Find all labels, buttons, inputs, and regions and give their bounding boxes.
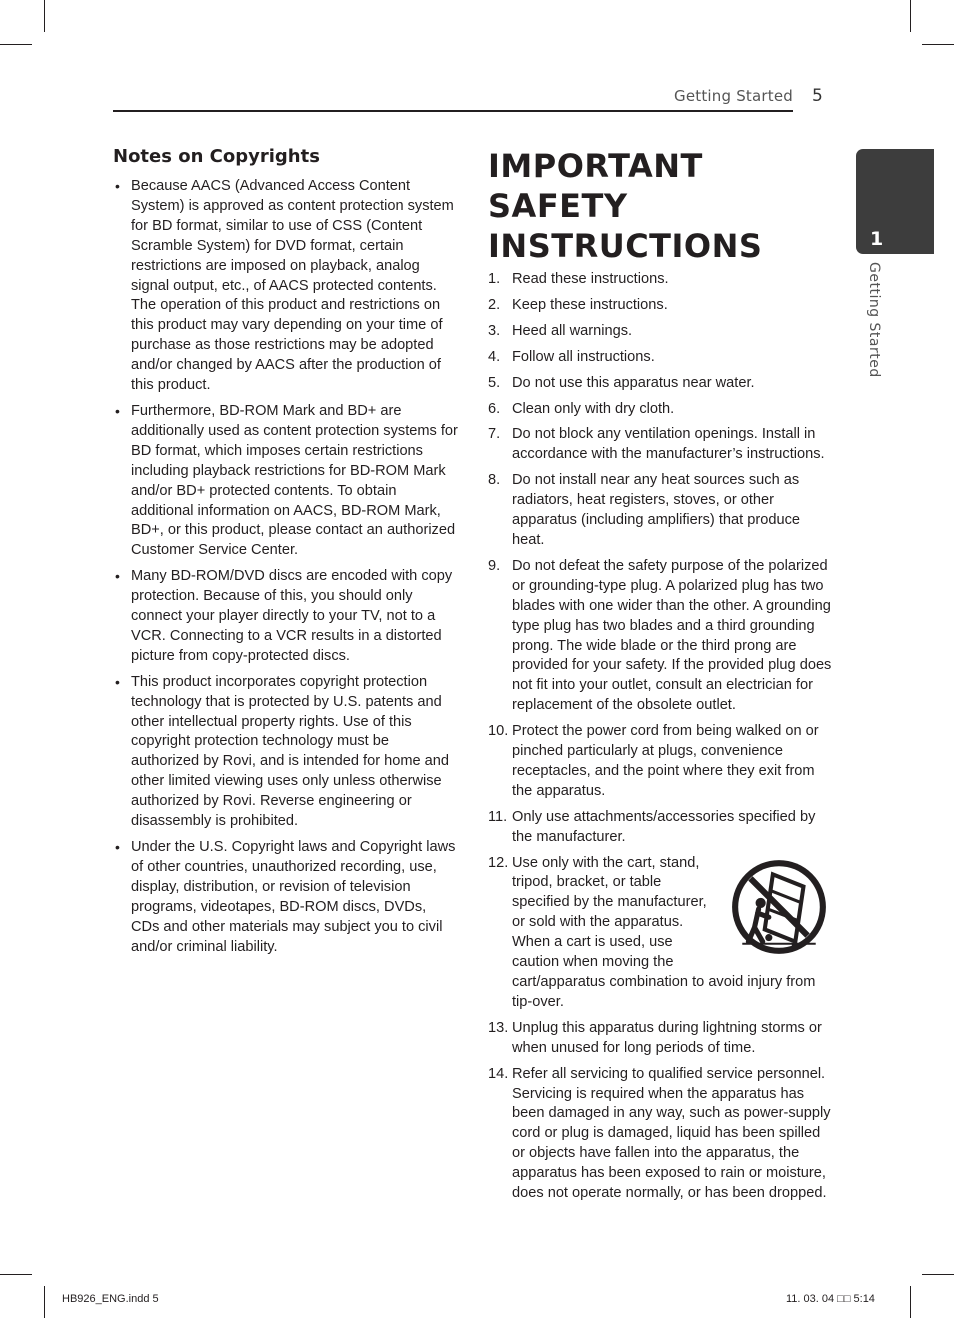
list-item-text: Unplug this apparatus during lightning storms or when unused for long periods of time. xyxy=(512,1019,822,1056)
list-item-text: Because AACS (Advanced Access Content System) is approved as content protection system for BD format, similar to use of CSS (Content Scramble System) for DVD format, certain restrictions are imposed on playback, analog signal output, etc., of AACS protected contents. The operation of this product and restrictions on this product may vary depending on your time of purchase as those restrictions may be adopted and/or changed by AACS after the production of this product. xyxy=(131,178,454,394)
list-item-text: Do not defeat the safety purpose of the polarized or grounding-type plug. A polarized plug has two blades with one wider than the other. A grounding type plug has two blades and a third grounding prong. The wide blade or the third prong are provided for your safety. If the provided plug does not fit into your outlet, consult an electrician for replacement of the obsolete outlet. xyxy=(512,557,832,714)
list-item-text: Follow all instructions. xyxy=(512,348,655,365)
list-item-text: Furthermore, BD-ROM Mark and BD+ are additionally used as content protection systems for BD format, which imposes certain restrictions including playback restrictions for BD-ROM Mark and/or BD+ protected contents. To obtain additional information on AACS, BD-ROM Mark, BD+, or this product, please contact an authorized Customer Service Center. xyxy=(131,402,458,559)
list-item-text: Do not install near any heat sources such as radiators, heat registers, stoves, or other apparatus (including amplifiers) that produce heat. xyxy=(512,472,800,548)
list-item xyxy=(113,177,458,396)
list-item xyxy=(113,567,458,667)
list-item xyxy=(488,557,832,716)
bullet-icon: • xyxy=(115,673,120,690)
crop-mark xyxy=(0,1274,32,1275)
bullet-icon: • xyxy=(115,568,120,585)
list-item xyxy=(488,471,832,551)
chapter-number: 1 xyxy=(870,228,884,250)
item-number: 1. xyxy=(488,271,501,287)
list-item xyxy=(488,270,832,290)
list-item xyxy=(488,1065,832,1204)
bullet-icon: • xyxy=(115,402,120,419)
copyright-list xyxy=(113,177,458,957)
item-number: 11. xyxy=(488,808,508,825)
list-item xyxy=(488,808,832,848)
list-item xyxy=(113,402,458,561)
chapter-tab xyxy=(856,149,934,254)
safety-instructions-section xyxy=(488,146,832,1210)
item-number: 6. xyxy=(488,400,501,417)
page-title: IMPORTANT SAFETY INSTRUCTIONS xyxy=(488,147,763,265)
item-number: 8. xyxy=(488,472,501,489)
chapter-side-label: Getting Started xyxy=(866,262,882,378)
list-item xyxy=(488,400,832,420)
item-number: 9. xyxy=(488,557,501,574)
item-number: 10. xyxy=(488,723,509,740)
crop-mark xyxy=(922,44,954,45)
list-item-text: Keep these instructions. xyxy=(512,296,668,313)
list-item-text: Read these instructions. xyxy=(512,271,669,287)
running-header-section: Getting Started xyxy=(674,87,793,105)
bullet-icon: • xyxy=(115,178,120,194)
crop-mark xyxy=(0,44,32,45)
print-slug-filename: HB926_ENG.indd 5 xyxy=(62,1293,159,1305)
list-item-text: Do not use this apparatus near water. xyxy=(512,374,755,391)
list-item xyxy=(113,673,458,832)
list-item-text: Heed all warnings. xyxy=(512,322,633,339)
crop-mark xyxy=(44,1286,45,1318)
list-item-text: Clean only with dry cloth. xyxy=(512,400,675,417)
list-item-text: Protect the power cord from being walked on or pinched particularly at plugs, convenience receptacles, and the point where they exit from the apparatus. xyxy=(512,723,819,799)
item-number: 5. xyxy=(488,374,501,391)
print-slug-timestamp: 11. 03. 04 □□ 5:14 xyxy=(786,1293,875,1305)
item-number: 14. xyxy=(488,1065,509,1082)
list-item xyxy=(488,348,832,368)
list-item-text: Many BD-ROM/DVD discs are encoded with copy protection. Because of this, you should only connect your player directly to your TV, not to a VCR. Connecting to a VCR results in a distorted picture from copy-protected discs. xyxy=(131,568,453,664)
crop-mark xyxy=(910,0,911,32)
section-heading: Notes on Copyrights xyxy=(113,146,320,167)
item-number: 2. xyxy=(488,296,501,313)
list-item xyxy=(488,425,832,465)
cart-tip-over-warning-icon xyxy=(728,856,830,958)
item-number: 12. xyxy=(488,854,509,871)
copyright-notes-section xyxy=(113,146,458,963)
item-number: 13. xyxy=(488,1019,509,1036)
crop-mark xyxy=(44,0,45,32)
list-item xyxy=(488,296,832,316)
list-item xyxy=(488,854,832,1013)
item-number: 4. xyxy=(488,348,501,365)
crop-mark xyxy=(922,1274,954,1275)
crop-mark xyxy=(910,1286,911,1318)
list-item-text: Refer all servicing to qualified service personnel. Servicing is required when the apparatus has been damaged in any way, such as power-supply cord or plug is damaged, liquid has been spilled or objects have fallen into the apparatus, the apparatus has been exposed to rain or moisture, does not operate normally, or has been dropped. xyxy=(512,1065,831,1202)
list-item-text: Do not block any ventilation openings. Install in accordance with the manufacturer’s instructions. xyxy=(512,426,825,463)
item-number: 7. xyxy=(488,426,501,443)
bullet-icon: • xyxy=(115,839,120,855)
page-number: 5 xyxy=(812,86,823,106)
item-number: 3. xyxy=(488,322,501,339)
list-item-text: This product incorporates copyright protection technology that is protected by U.S. patents and other intellectual property rights. Use of this copyright protection technology must be authorized by Rovi, and is intended for home and other limited viewing uses only unless otherwise authorized by Rovi. Reverse engineering or disassembly is prohibited. xyxy=(131,673,450,830)
list-item xyxy=(488,322,832,342)
safety-list xyxy=(488,270,832,1204)
list-item-text: Only use attachments/accessories specified by the manufacturer. xyxy=(512,808,816,845)
list-item xyxy=(488,1019,832,1059)
list-item xyxy=(488,374,832,394)
list-item-text: Under the U.S. Copyright laws and Copyright laws of other countries, unauthorized recording, use, display, distribution, or revision of television programs, videotapes, BD-ROM discs, DVDs, CDs and other materials may subject you to civil and/or criminal liability. xyxy=(131,839,456,955)
list-item-text: Use only with the cart, stand, tripod, bracket, or table specified by the manufacturer, or sold with the apparatus. When a cart is used, use caution when moving the cart/apparatus combination to avoid injury from tip-over. xyxy=(512,854,816,1010)
list-item xyxy=(488,722,832,802)
header-rule xyxy=(113,110,793,112)
list-item xyxy=(113,838,458,957)
